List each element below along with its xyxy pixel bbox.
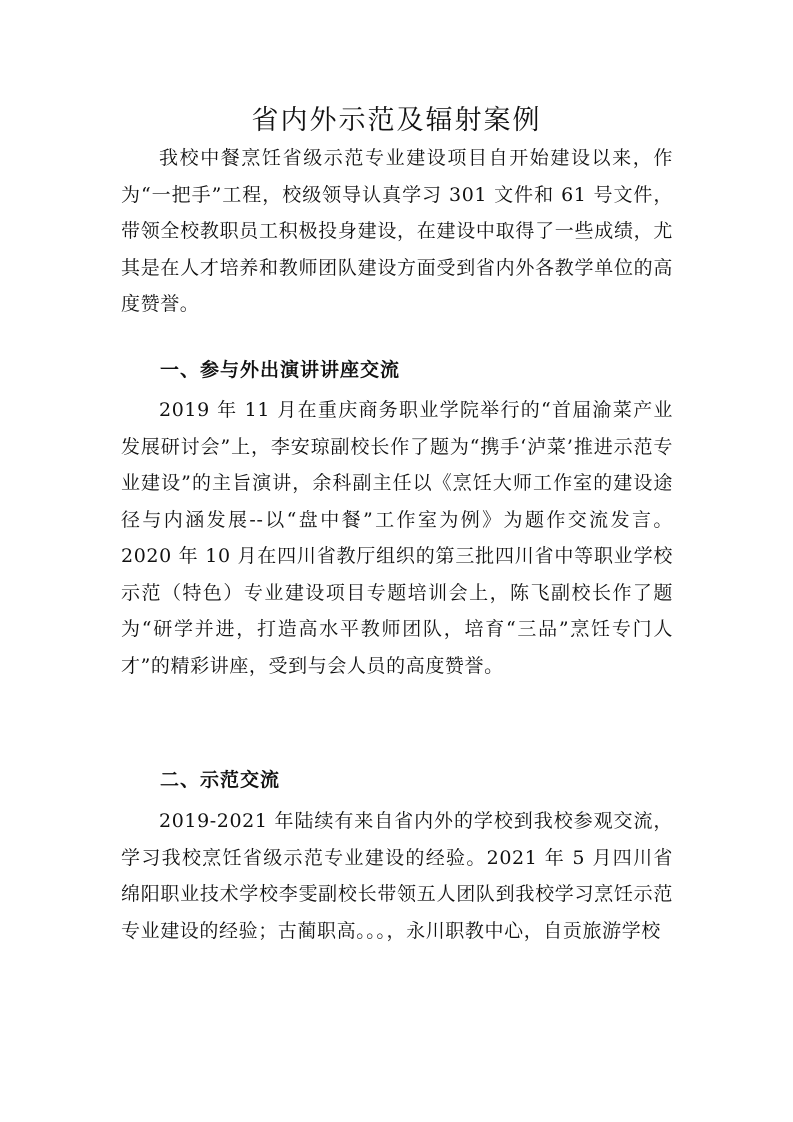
section-heading-1: 一、参与外出演讲讲座交流 [160, 359, 401, 381]
section2-paragraph: 2019-2021 年陆续有来自省内外的学校到我校参观交流，学习我校烹饪省级示范专业建设的经验。2021 年 5 月四川省绵阳职业技术学校李雯副校长带领五人团队到我校学习烹饪示范专业建设的经验；古蔺职高。。。，永川职教中心，自贡旅游学校 [121, 810, 673, 942]
intro-paragraph: 我校中餐烹饪省级示范专业建设项目自开始建设以来，作为“一把手”工程，校级领导认真学习 301 文件和 61 号文件，带领全校教职员工积极投身建设，在建设中取得了一些成绩，尤其是在人才培养和教师团队建设方面受到省内外各教学单位的高度赞誉。 [121, 147, 673, 315]
section1-paragraph: 2019 年 11 月在重庆商务职业学院举行的“首届渝菜产业发展研讨会”上，李安琼副校长作了题为“携手‘泸菜’推进示范专业建设”的主旨演讲，余科副主任以《烹饪大师工作室的建设途径与内涵发展--以“盘中餐”工作室为例》为题作交流发言。2020 年 10 月在四川省教厅组织的第三批四川省中等职业学校示范（特色）专业建设项目专题培训会上，陈飞副校长作了题为“研学并进，打造高水平教师团队，培育“三品”烹饪专门人才”的精彩讲座，受到与会人员的高度赞誉。 [121, 399, 673, 677]
document-title: 省内外示范及辐射案例 [251, 105, 542, 136]
section1-paragraph-block [121, 392, 673, 684]
intro-paragraph-block [121, 140, 673, 323]
section2-paragraph-block [121, 803, 673, 949]
section-heading-2: 二、示范交流 [160, 769, 281, 791]
